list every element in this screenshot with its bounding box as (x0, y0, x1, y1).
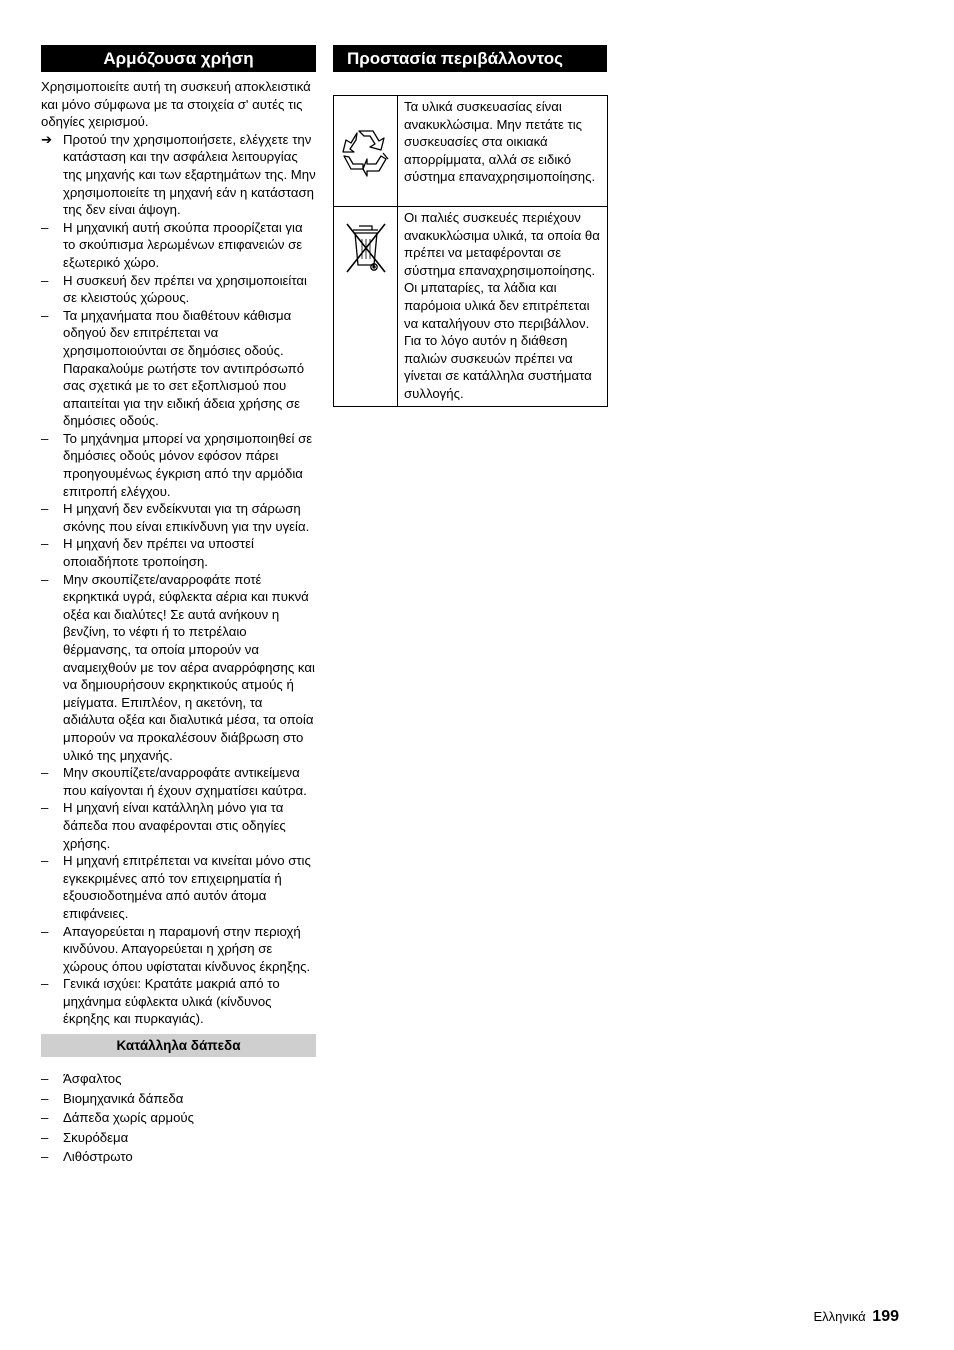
dash-marker: – (41, 976, 49, 992)
dash-marker: – (41, 536, 49, 552)
crossed-out-bin-icon (344, 221, 388, 275)
table-row (334, 96, 608, 207)
recycling-icon (339, 125, 393, 177)
list-item (41, 500, 316, 535)
list-item (41, 1128, 316, 1148)
list-item (41, 975, 316, 1028)
list-item (41, 219, 316, 272)
list-item (41, 1069, 316, 1089)
table-row (334, 207, 608, 407)
dash-marker: – (41, 853, 49, 869)
dash-marker: – (41, 1071, 49, 1087)
list-item (41, 272, 316, 307)
page-footer (814, 1307, 899, 1327)
environment-heading: Προστασία περιβάλλοντος (333, 45, 607, 72)
environment-table (333, 95, 608, 407)
dash-marker: – (41, 571, 49, 587)
dash-marker: – (41, 1110, 49, 1126)
list-item-text: Μην σκουπίζετε/αναρροφάτε ποτέ εκρηκτικά υγρά, εύφλεκτα αέρια και πυκνά οξέα και διαλύτες! Σε αυτά ανήκουν η βενζίνη, το νέφτι ή το πετρέλαιο θέρμανσης, τα οποία μπορούν να αναμειχθούν με τον αέρα αναρρόφησης και να δημιουρήσουν εκρηκτικούς ατμούς ή μείγματα. Επιπλέον, η ακετόνη, τα αδιάλυτα οξέα και διαλυτικά μέσα, τα οποία μπορούν να προκαλέσουν διάβρωση στο υλικό της μηχανής. (63, 571, 315, 763)
list-item-text: Άσφαλτος (63, 1071, 122, 1087)
dash-marker: – (41, 1090, 49, 1106)
list-item (41, 1108, 316, 1128)
dash-marker: – (41, 800, 49, 816)
list-item (41, 1147, 316, 1167)
list-item (41, 764, 316, 799)
dash-marker: – (41, 1129, 49, 1145)
list-item (41, 430, 316, 500)
page-number: 199 (872, 1308, 899, 1325)
list-item-text: Η μηχανή επιτρέπεται να κινείται μόνο στις εγκεκριμένες από τον επιχειρηματία ή εξουσιοδοτημένα από αυτόν άτομα επιφάνειες. (63, 853, 311, 921)
dash-marker: – (41, 219, 49, 235)
usage-rules-list (41, 219, 316, 1028)
dash-marker: – (41, 1149, 49, 1165)
dash-marker: – (41, 501, 49, 517)
list-item (41, 1089, 316, 1109)
list-item (41, 923, 316, 976)
old-appliances-text: Οι παλιές συσκευές περιέχουν ανακυκλώσιμα υλικά, τα οποία θα πρέπει να μεταφέρονται σε σύστημα επαναχρησιμοποίησης. Οι μπαταρίες, τα λάδια και παρόμοια υλικά δεν επιτρέπεται να καταλήγουν στο περιβάλλον. Για το λόγο αυτόν η διάθεση παλιών συσκευών πρέπει να γίνεται σε κατάλληλα συστήματα συλλογής. (398, 207, 608, 407)
list-item-text: Μην σκουπίζετε/αναρροφάτε αντικείμενα που καίγονται ή έχουν σχηματίσει καύτρα. (63, 765, 307, 798)
footer-language: Ελληνικά (813, 1309, 866, 1324)
list-item-text: Απαγορεύεται η παραμονή στην περιοχή κινδύνου. Απαγορεύεται η χρήση σε χώρους όπου υφίσταται κίνδυνος έκρηξης. (63, 923, 311, 974)
check-instruction-text: Προτού την χρησιμοποιήσετε, ελέγχετε την κατάσταση και την ασφάλεια λειτουργίας της μηχανής και των εξαρτημάτων της. Μην χρησιμοποιείτε τη μηχανή εάν η κατάσταση της δεν είναι άψογη. (63, 131, 316, 218)
list-item-text: Σκυρόδεμα (63, 1129, 129, 1145)
list-item-text: Το μηχάνημα μπορεί να χρησιμοποιηθεί σε δημόσιες οδούς μόνον εφόσον πάρει προηγουμένως έγκριση από την αρμόδια επιτροπή ελέγχου. (63, 430, 313, 499)
suitable-floors-list (41, 1069, 316, 1167)
suitable-floors-heading: Κατάλληλα δάπεδα (41, 1034, 316, 1057)
list-item-text: Η μηχανική αυτή σκούπα προορίζεται για το σκούπισμα λερωμένων επιφανειών σε εξωτερικό χώρο. (63, 219, 303, 270)
list-item-text: Βιομηχανικά δάπεδα (63, 1090, 184, 1106)
dash-marker: – (41, 307, 49, 323)
list-item-text: Η μηχανή δεν πρέπει να υποστεί οποιαδήποτε τροποίηση. (63, 536, 254, 570)
list-item-text: Δάπεδα χωρίς αρμούς (63, 1110, 194, 1126)
list-item (41, 852, 316, 922)
list-item (41, 535, 316, 570)
list-item-text: Τα μηχανήματα που διαθέτουν κάθισμα οδηγού δεν επιτρέπεται να χρησιμοποιούνται σε δημόσιες οδούς. Παρακαλούμε ρωτήστε τον αντιπρόσωπό σας σχετικά με το σετ εξοπλισμού που απαιτείται για την ειδική άδεια χρήσης σε δημόσιες οδούς. (63, 307, 305, 429)
dash-marker: – (41, 272, 49, 288)
icon-cell (334, 96, 398, 207)
check-instruction (41, 131, 316, 219)
list-item (41, 571, 316, 765)
intended-use-heading: Αρμόζουσα χρήση (41, 45, 316, 72)
list-item (41, 799, 316, 852)
intended-use-column (41, 45, 316, 1167)
list-item-text: Η μηχανή είναι κατάλληλη μόνο για τα δάπεδα που αναφέρονται στις οδηγίες χρήσης. (63, 800, 286, 851)
list-item-text: Γενικά ισχύει: Κρατάτε μακριά από το μηχάνημα εύφλεκτα υλικά (κίνδυνος έκρηξης και πυρκαγιάς). (63, 976, 280, 1027)
arrow-right-icon: ➔ (41, 131, 53, 147)
list-item-text: Η μηχανή δεν ενδείκνυται για τη σάρωση σκόνης που είναι επικίνδυνη για την υγεία. (63, 501, 310, 534)
environment-column (333, 45, 608, 407)
list-item-text: Λιθόστρωτο (63, 1149, 133, 1165)
list-item-text: Η συσκευή δεν πρέπει να χρησιμοποιείται σε κλειστούς χώρους. (63, 272, 307, 306)
packaging-recycling-text: Τα υλικά συσκευασίας είναι ανακυκλώσιμα. Μην πετάτε τις συσκευασίες στα οικιακά απορρίμματα, αλλά σε ειδικό σύστημα επαναχρησιμοποίησης. (398, 96, 608, 207)
dash-marker: – (41, 765, 49, 781)
icon-cell (334, 207, 398, 407)
intended-use-intro: Χρησιμοποιείτε αυτή τη συσκευή αποκλειστικά και μόνο σύμφωνα με τα στοιχεία σ' αυτές τις οδηγίες χειρισμού. (41, 79, 311, 130)
dash-marker: – (41, 923, 49, 939)
list-item (41, 307, 316, 430)
dash-marker: – (41, 430, 49, 446)
